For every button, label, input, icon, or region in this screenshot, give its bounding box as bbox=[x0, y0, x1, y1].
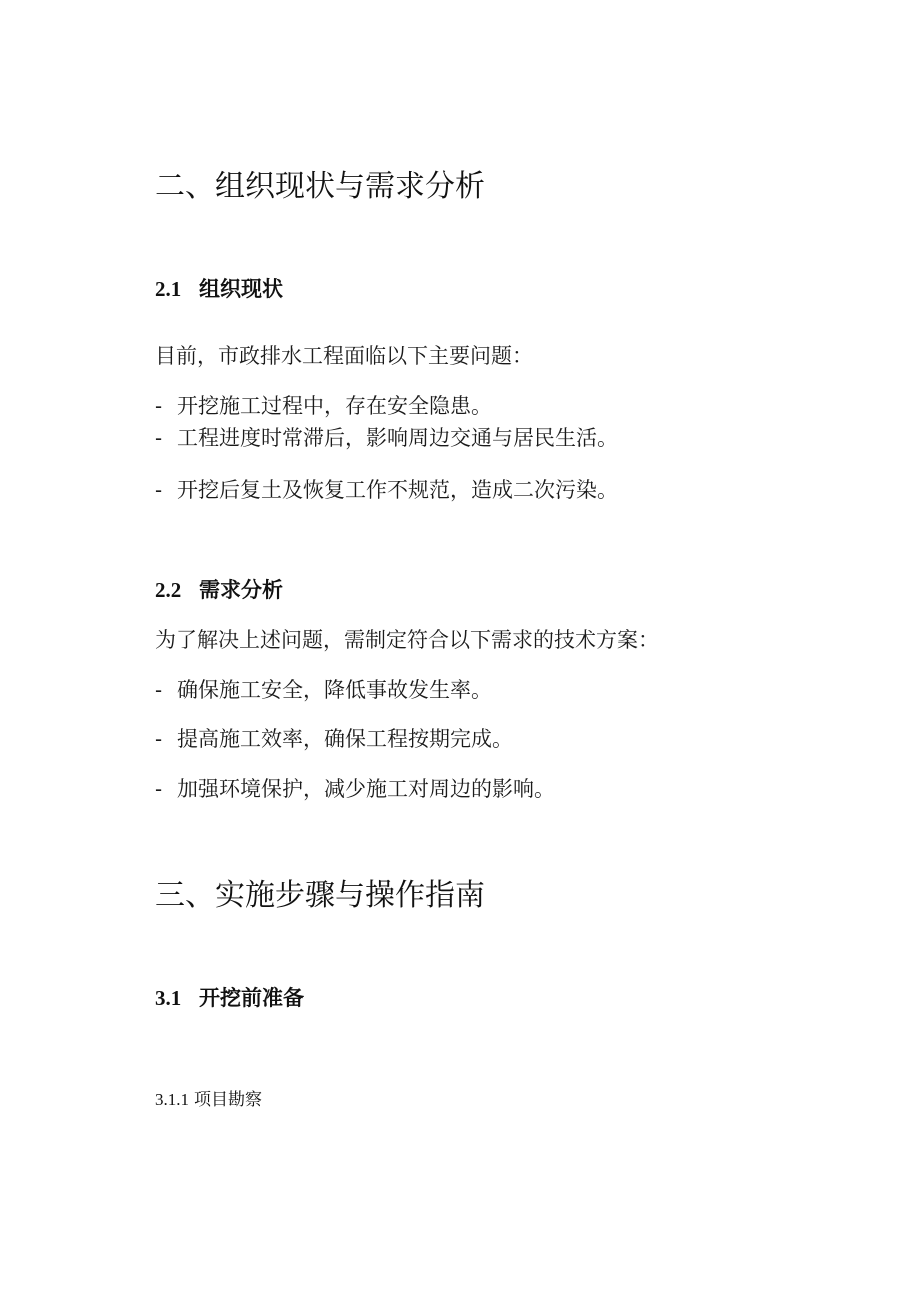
list-item-text: 开挖施工过程中，存在安全隐患。 bbox=[177, 394, 492, 418]
subsection-title: 开挖前准备 bbox=[199, 986, 304, 1010]
list-marker: - bbox=[155, 394, 163, 418]
list-marker: - bbox=[155, 426, 163, 450]
subsubsection-title: 项目勘察 bbox=[194, 1090, 262, 1110]
list-item bbox=[155, 729, 513, 750]
list-item bbox=[155, 779, 555, 800]
paragraph-intro-2-1: 目前，市政排水工程面临以下主要问题： bbox=[155, 344, 533, 368]
subsection-heading-2-2 bbox=[155, 580, 283, 601]
subsection-heading-2-1 bbox=[155, 279, 283, 300]
subsection-heading-3-1 bbox=[155, 988, 304, 1009]
list-marker: - bbox=[155, 777, 163, 801]
list-item-text: 确保施工安全，降低事故发生率。 bbox=[177, 678, 492, 702]
list-item bbox=[155, 480, 618, 501]
section-heading-3: 三、实施步骤与操作指南 bbox=[155, 878, 485, 913]
subsection-title: 需求分析 bbox=[199, 578, 283, 602]
list-item bbox=[155, 680, 492, 701]
list-item-text: 提高施工效率，确保工程按期完成。 bbox=[177, 727, 513, 751]
subsection-number: 2.1 bbox=[155, 277, 182, 301]
list-marker: - bbox=[155, 727, 163, 751]
section-heading-2: 二、组织现状与需求分析 bbox=[155, 169, 485, 204]
paragraph-intro-2-2: 为了解决上述问题，需制定符合以下需求的技术方案： bbox=[155, 628, 659, 652]
subsection-number: 3.1 bbox=[155, 986, 182, 1010]
list-item bbox=[155, 396, 492, 417]
list-marker: - bbox=[155, 478, 163, 502]
list-item-text: 加强环境保护，减少施工对周边的影响。 bbox=[177, 777, 555, 801]
subsubsection-heading-3-1-1 bbox=[155, 1091, 262, 1109]
subsection-number: 2.2 bbox=[155, 578, 182, 602]
subsubsection-number: 3.1.1 bbox=[155, 1090, 189, 1109]
list-item bbox=[155, 428, 618, 449]
list-item-text: 工程进度时常滞后，影响周边交通与居民生活。 bbox=[177, 426, 618, 450]
subsection-title: 组织现状 bbox=[199, 277, 283, 301]
list-item-text: 开挖后复土及恢复工作不规范，造成二次污染。 bbox=[177, 478, 618, 502]
list-marker: - bbox=[155, 678, 163, 702]
